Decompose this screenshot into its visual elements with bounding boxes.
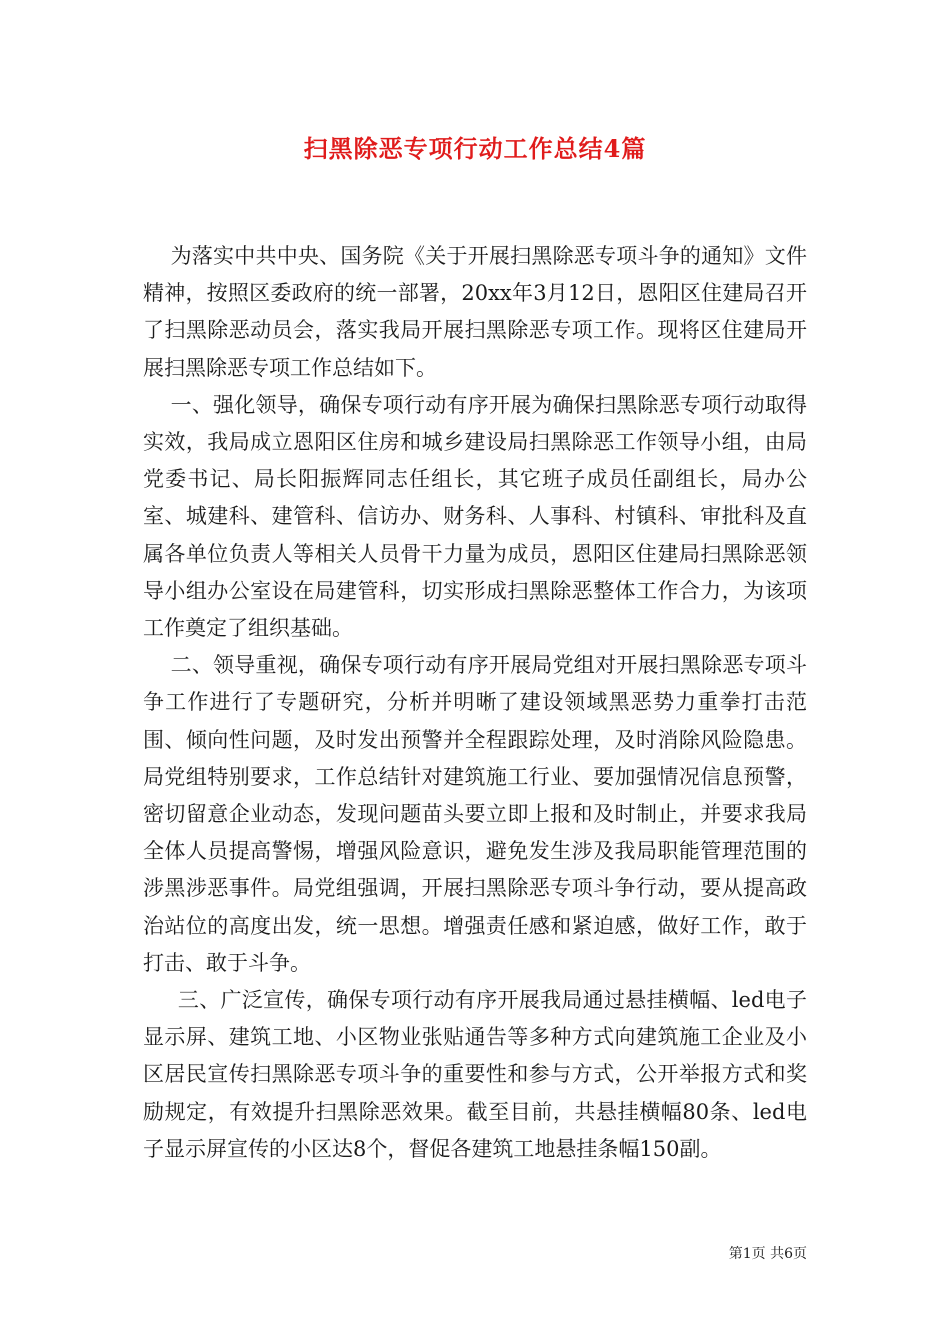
paragraph-section-3: 三、广泛宣传，确保专项行动有序开展我局通过悬挂横幅、led电子显示屏、建筑工地、小区物业张贴通告等多种方式向建筑施工企业及小区居民宣传扫黑除恶专项斗争的重要性和参与方式，公开举报方式和奖励规定，有效提升扫黑除恶效果。截至目前，共悬挂横幅80条、led电子显示屏宣传的小区达8个，督促各建筑工地悬挂条幅150副。 (143, 988, 807, 1161)
paragraph-section-1: 一、强化领导，确保专项行动有序开展为确保扫黑除恶专项行动取得实效，我局成立恩阳区住房和城乡建设局扫黑除恶工作领导小组，由局党委书记、局长阳振辉同志任组长，其它班子成员任副组长，局办公室、城建科、建管科、信访办、财务科、人事科、村镇科、审批科及直属各单位负责人等相关人员骨干力量为成员，恩阳区住建局扫黑除恶领导小组办公室设在局建管科，切实形成扫黑除恶整体工作合力，为该项工作奠定了组织基础。 (143, 392, 808, 641)
document-title: 扫黑除恶专项行动工作总结4篇 (303, 134, 647, 163)
paragraph-section-2: 二、领导重视，确保专项行动有序开展局党组对开展扫黑除恶专项斗争工作进行了专题研究，分析并明晰了建设领域黑恶势力重拳打击范围、倾向性问题，及时发出预警并全程跟踪处理，及时消除风险隐患。局党组特别要求，工作总结针对建筑施工行业、要加强情况信息预警，密切留意企业动态，发现问题苗头要立即上报和及时制止，并要求我局全体人员提高警惕，增强风险意识，避免发生涉及我局职能管理范围的涉黑涉恶事件。局党组强调，开展扫黑除恶专项斗争行动，要从提高政治站位的高度出发，统一思想。增强责任感和紧迫感，做好工作，敢于打击、敢于斗争。 (143, 653, 808, 975)
document-body (143, 238, 807, 1168)
paragraph-intro: 为落实中共中央、国务院《关于开展扫黑除恶专项斗争的通知》文件精神，按照区委政府的统一部署，20xx年3月12日，恩阳区住建局召开了扫黑除恶动员会，落实我局开展扫黑除恶专项工作。现将区住建局开展扫黑除恶专项工作总结如下。 (143, 244, 808, 380)
page-number: 第1页 共6页 (728, 1246, 807, 1262)
